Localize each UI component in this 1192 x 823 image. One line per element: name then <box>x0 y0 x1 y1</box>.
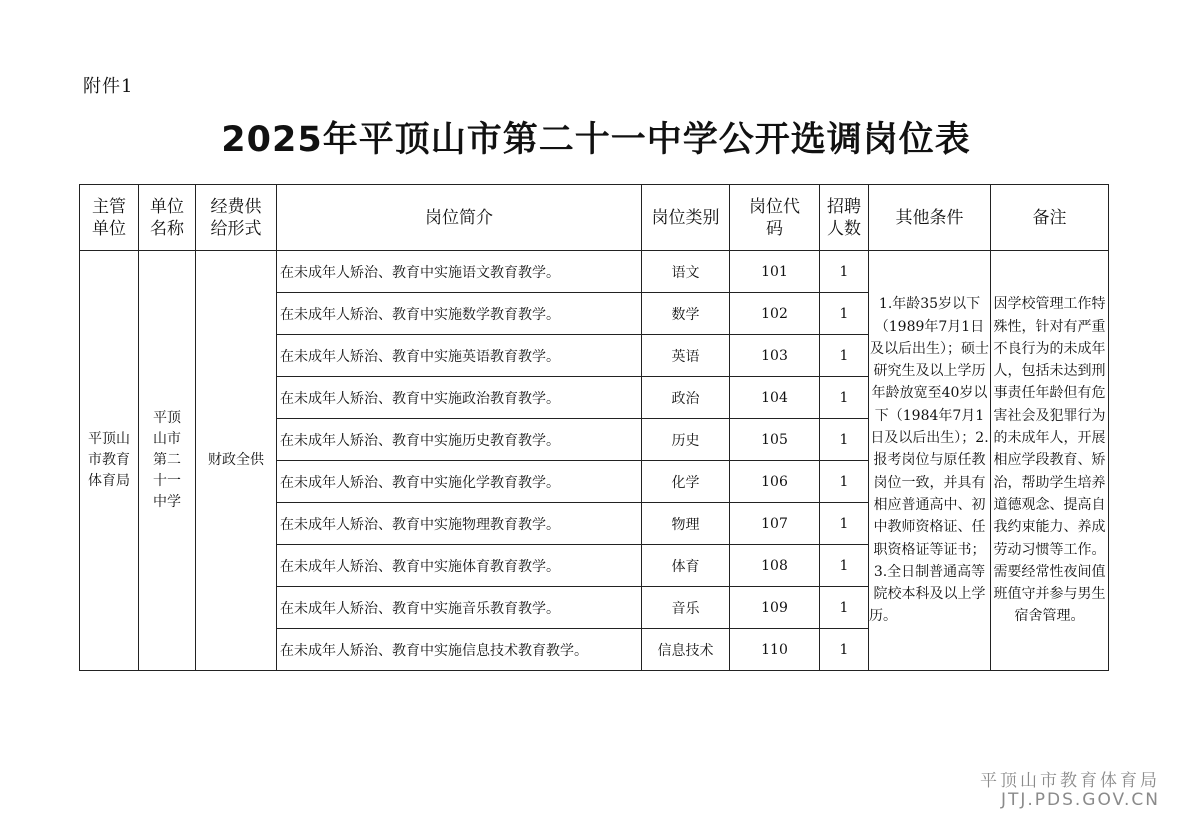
count-cell: 1 <box>820 335 869 377</box>
header-funding: 经费供 给形式 <box>196 185 277 251</box>
header-row <box>80 185 1109 251</box>
funding-cell: 财政全供 <box>196 251 277 671</box>
code-cell: 106 <box>730 461 820 503</box>
category-cell: 体育 <box>642 545 730 587</box>
count-cell: 1 <box>820 461 869 503</box>
intro-cell: 在未成年人矫治、教育中实施历史教育教学。 <box>277 419 642 461</box>
category-cell: 数学 <box>642 293 730 335</box>
intro-cell: 在未成年人矫治、教育中实施语文教育教学。 <box>277 251 642 293</box>
code-cell: 103 <box>730 335 820 377</box>
category-cell: 政治 <box>642 377 730 419</box>
intro-cell: 在未成年人矫治、教育中实施英语教育教学。 <box>277 335 642 377</box>
intro-cell: 在未成年人矫治、教育中实施信息技术教育教学。 <box>277 629 642 671</box>
code-cell: 108 <box>730 545 820 587</box>
intro-cell: 在未成年人矫治、教育中实施政治教育教学。 <box>277 377 642 419</box>
intro-cell: 在未成年人矫治、教育中实施化学教育教学。 <box>277 461 642 503</box>
count-cell: 1 <box>820 377 869 419</box>
positions-table <box>79 184 1109 671</box>
header-code: 岗位代 码 <box>730 185 820 251</box>
table-row <box>80 251 1109 293</box>
count-cell: 1 <box>820 545 869 587</box>
category-cell: 化学 <box>642 461 730 503</box>
header-remarks: 备注 <box>991 185 1109 251</box>
code-cell: 102 <box>730 293 820 335</box>
count-cell: 1 <box>820 587 869 629</box>
code-cell: 109 <box>730 587 820 629</box>
header-intro: 岗位简介 <box>277 185 642 251</box>
intro-cell: 在未成年人矫治、教育中实施体育教育教学。 <box>277 545 642 587</box>
attachment-label: 附件1 <box>83 76 134 97</box>
header-unit: 单位 名称 <box>139 185 196 251</box>
watermark-domain: JTJ.PDS.GOV.CN <box>1000 790 1160 810</box>
category-cell: 语文 <box>642 251 730 293</box>
count-cell: 1 <box>820 293 869 335</box>
header-dept: 主管 单位 <box>80 185 139 251</box>
count-cell: 1 <box>820 503 869 545</box>
category-cell: 音乐 <box>642 587 730 629</box>
unit-cell: 平顶 山市 第二 十一 中学 <box>139 251 196 671</box>
header-category: 岗位类别 <box>642 185 730 251</box>
category-cell: 历史 <box>642 419 730 461</box>
category-cell: 物理 <box>642 503 730 545</box>
watermark-name: 平顶山市教育体育局 <box>980 771 1160 791</box>
code-cell: 107 <box>730 503 820 545</box>
intro-cell: 在未成年人矫治、教育中实施物理教育教学。 <box>277 503 642 545</box>
count-cell: 1 <box>820 251 869 293</box>
remarks-cell: 因学校管理工作特殊性，针对有严重不良行为的未成年人，包括未达到刑事责任年龄但有危害社会及犯罪行为的未成年人，开展相应学段教育、矫治，帮助学生培养道德观念、提高自我约束能力、养成劳动习惯等工作。需要经常性夜间值班值守并参与男生宿舍管理。 <box>991 251 1109 671</box>
category-cell: 英语 <box>642 335 730 377</box>
category-cell: 信息技术 <box>642 629 730 671</box>
header-count: 招聘 人数 <box>820 185 869 251</box>
conditions-cell: 1.年龄35岁以下（1989年7月1日及以后出生）；硕士研究生及以上学历年龄放宽至40岁以下（1984年7月1日及以后出生）；2.报考岗位与原任教岗位一致，并具有相应普通高中、初中教师资格证、任职资格证等证书；3.全日制普通高等院校本科及以上学历。 <box>869 251 991 671</box>
count-cell: 1 <box>820 419 869 461</box>
intro-cell: 在未成年人矫治、教育中实施数学教育教学。 <box>277 293 642 335</box>
code-cell: 101 <box>730 251 820 293</box>
document-title: 2025年平顶山市第二十一中学公开选调岗位表 <box>221 120 971 160</box>
code-cell: 104 <box>730 377 820 419</box>
count-cell: 1 <box>820 629 869 671</box>
header-conditions: 其他条件 <box>869 185 991 251</box>
code-cell: 110 <box>730 629 820 671</box>
intro-cell: 在未成年人矫治、教育中实施音乐教育教学。 <box>277 587 642 629</box>
dept-cell: 平顶山 市教育 体育局 <box>80 251 139 671</box>
code-cell: 105 <box>730 419 820 461</box>
